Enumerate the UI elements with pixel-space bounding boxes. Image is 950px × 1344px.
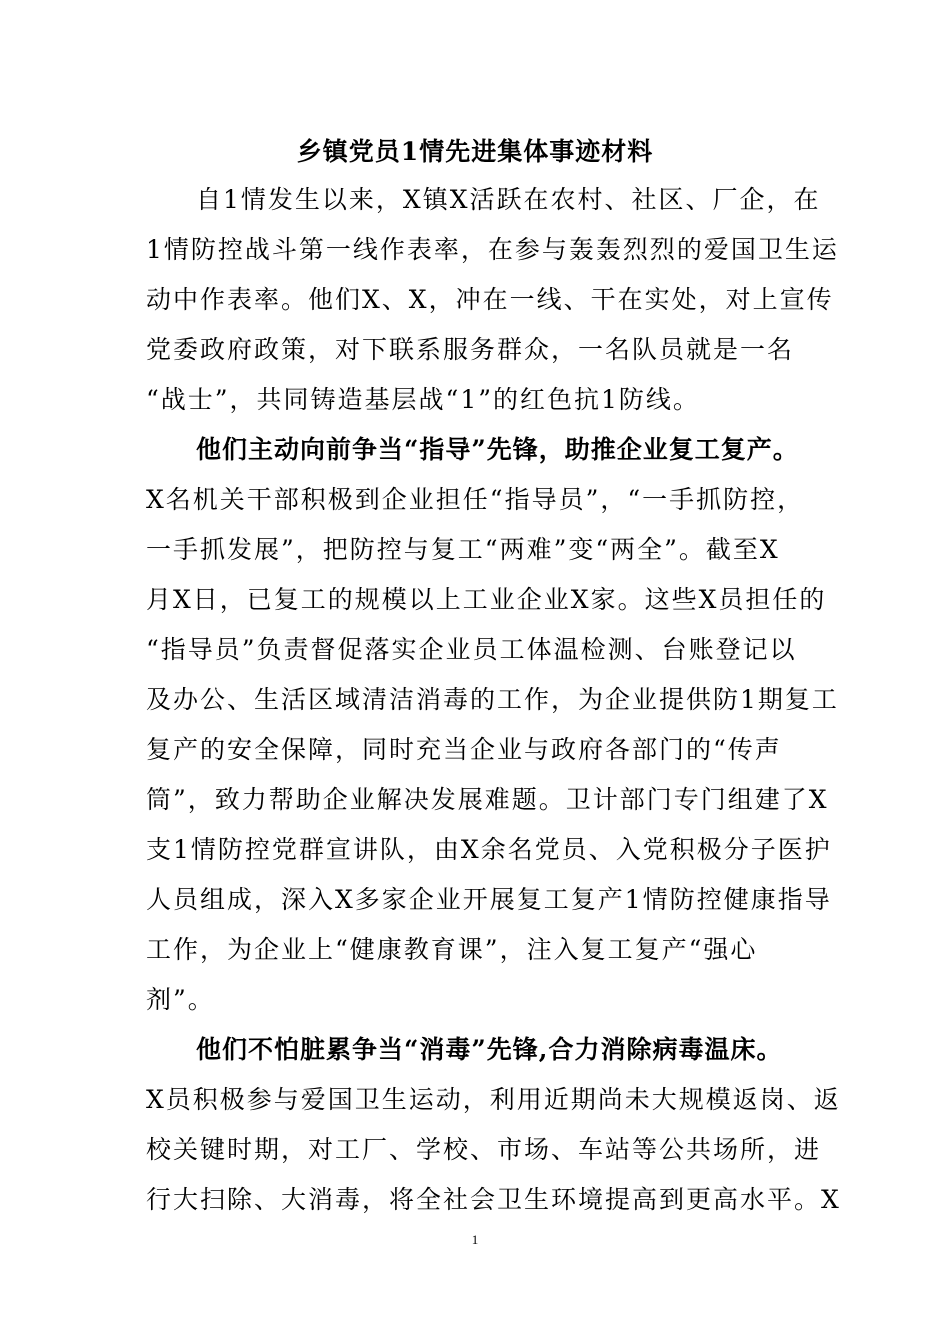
paragraph-1-line-4: 党委政府政策，对下联系服务群众，一名队员就是一名 [146, 335, 795, 364]
paragraph-2-line-11: 剂”。 [146, 985, 215, 1014]
document-title: 乡镇党员1情先进集体事迹材料 [296, 137, 654, 166]
paragraph-2-line-9: 人员组成，深入X多家企业开展复工复产1情防控健康指导 [146, 885, 832, 914]
paragraph-2-line-4: “指导员”负责督促落实企业员工体温检测、台账登记以 [146, 635, 797, 664]
paragraph-3-line-3: 行大扫除、大消毒，将全社会卫生环境提高到更高水平。X [146, 1185, 841, 1214]
paragraph-2-line-6: 复产的安全保障，同时充当企业与政府各部门的“传声 [146, 735, 782, 764]
section-heading-2: 他们不怕脏累争当“消毒”先锋,合力消除病毒温床。 [196, 1035, 783, 1064]
paragraph-3-line-2: 校关键时期，对工厂、学校、市场、车站等公共场所，进 [146, 1135, 822, 1164]
paragraph-3-line-1: X员积极参与爱国卫生运动，利用近期尚未大规模返岗、返 [146, 1085, 841, 1114]
paragraph-2-line-7: 筒”，致力帮助企业解决发展难题。卫计部门专门组建了X [146, 785, 829, 814]
page-number: 1 [471, 1232, 479, 1247]
paragraph-2-line-5: 及办公、生活区域清洁消毒的工作，为企业提供防1期复工 [146, 685, 839, 714]
paragraph-1-line-1: 自1情发生以来，X镇X活跃在农村、社区、厂企，在 [196, 185, 821, 214]
paragraph-2-line-10: 工作，为企业上“健康教育课”，注入复工复产“强心 [146, 935, 758, 964]
paragraph-2-line-2: 一手抓发展”，把防控与复工“两难”变“两全”。截至X [146, 535, 780, 564]
paragraph-1-line-2: 1情防控战斗第一线作表率，在参与轰轰烈烈的爱国卫生运 [146, 235, 839, 264]
section-heading-1: 他们主动向前争当“指导”先锋，助推企业复工复产。 [196, 435, 799, 464]
paragraph-1-line-5: “战士”，共同铸造基层战“1”的红色抗1防线。 [146, 385, 700, 414]
paragraph-2-line-8: 支1情防控党群宣讲队，由X余名党员、入党积极分子医护 [146, 835, 832, 864]
paragraph-1-line-3: 动中作表率。他们X、X，冲在一线、干在实处，对上宣传 [146, 285, 834, 314]
paragraph-2-line-1: X名机关干部积极到企业担任“指导员”，“一手抓防控， [146, 485, 805, 514]
paragraph-2-line-3: 月X日，已复工的规模以上工业企业X家。这些X员担任的 [146, 585, 827, 614]
